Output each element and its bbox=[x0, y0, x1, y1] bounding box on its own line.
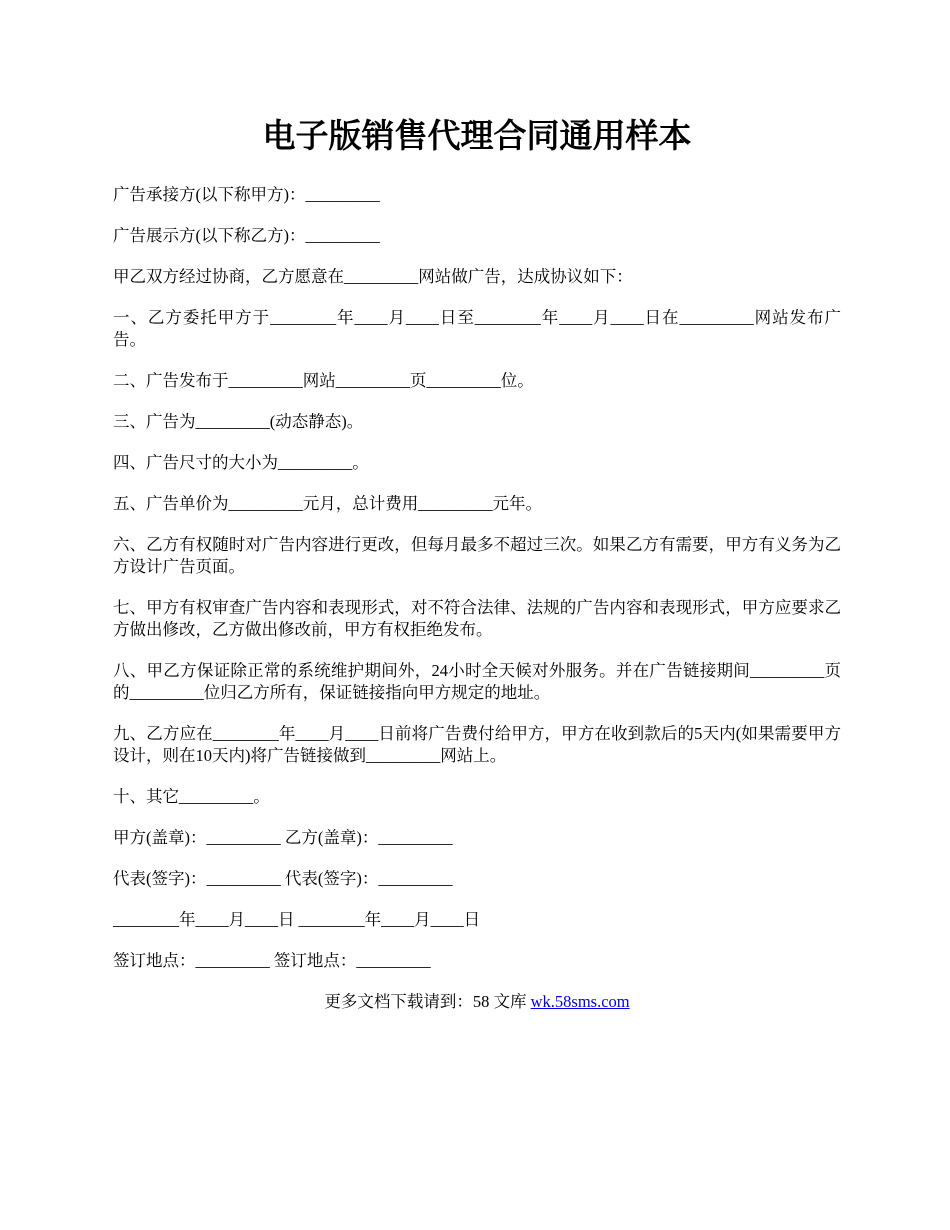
date-line: ________年____月____日 ________年____月____日 bbox=[113, 910, 481, 929]
clause-3: 三、广告为_________(动态静态)。 bbox=[113, 412, 364, 431]
clause-1: 一、乙方委托甲方于________年____月____日至________年____月____日在_________网站发布广告。 bbox=[113, 308, 841, 349]
clause-10: 十、其它_________。 bbox=[113, 787, 270, 806]
footer-text: 更多文档下载请到：58 文库 bbox=[324, 992, 531, 1011]
clause-2: 二、广告发布于_________网站_________页_________位。 bbox=[113, 371, 534, 390]
clause-5: 五、广告单价为_________元月，总计费用_________元年。 bbox=[113, 494, 542, 513]
document-title: 电子版销售代理合同通用样本 bbox=[262, 116, 692, 155]
seal-line: 甲方(盖章)：_________ 乙方(盖章)：_________ bbox=[113, 828, 453, 847]
footer-note bbox=[113, 991, 841, 1013]
party-b-line: 广告展示方(以下称乙方)：_________ bbox=[113, 226, 380, 245]
document-page bbox=[113, 112, 841, 1013]
clause-8: 八、甲乙方保证除正常的系统维护期间外，24小时全天候对外服务。并在广告链接期间_________页的_________位归乙方所有，保证链接指向甲方规定的地址。 bbox=[113, 661, 841, 702]
clause-6: 六、乙方有权随时对广告内容进行更改，但每月最多不超过三次。如果乙方有需要，甲方有义务为乙方设计广告页面。 bbox=[113, 535, 841, 576]
signature-line: 代表(签字)：_________ 代表(签字)：_________ bbox=[113, 869, 453, 888]
footer-link[interactable]: wk.58sms.com bbox=[530, 992, 630, 1011]
clause-9: 九、乙方应在________年____月____日前将广告费付给甲方，甲方在收到款后的5天内(如果需要甲方设计，则在10天内)将广告链接做到_________网站上。 bbox=[113, 724, 841, 765]
location-line: 签订地点：_________ 签订地点：_________ bbox=[113, 951, 431, 970]
clause-7: 七、甲方有权审查广告内容和表现形式，对不符合法律、法规的广告内容和表现形式，甲方应要求乙方做出修改，乙方做出修改前，甲方有权拒绝发布。 bbox=[113, 598, 841, 639]
party-a-line: 广告承接方(以下称甲方)：_________ bbox=[113, 185, 380, 204]
intro-paragraph: 甲乙双方经过协商，乙方愿意在_________网站做广告，达成协议如下： bbox=[113, 267, 633, 286]
clause-4: 四、广告尺寸的大小为_________。 bbox=[113, 453, 369, 472]
